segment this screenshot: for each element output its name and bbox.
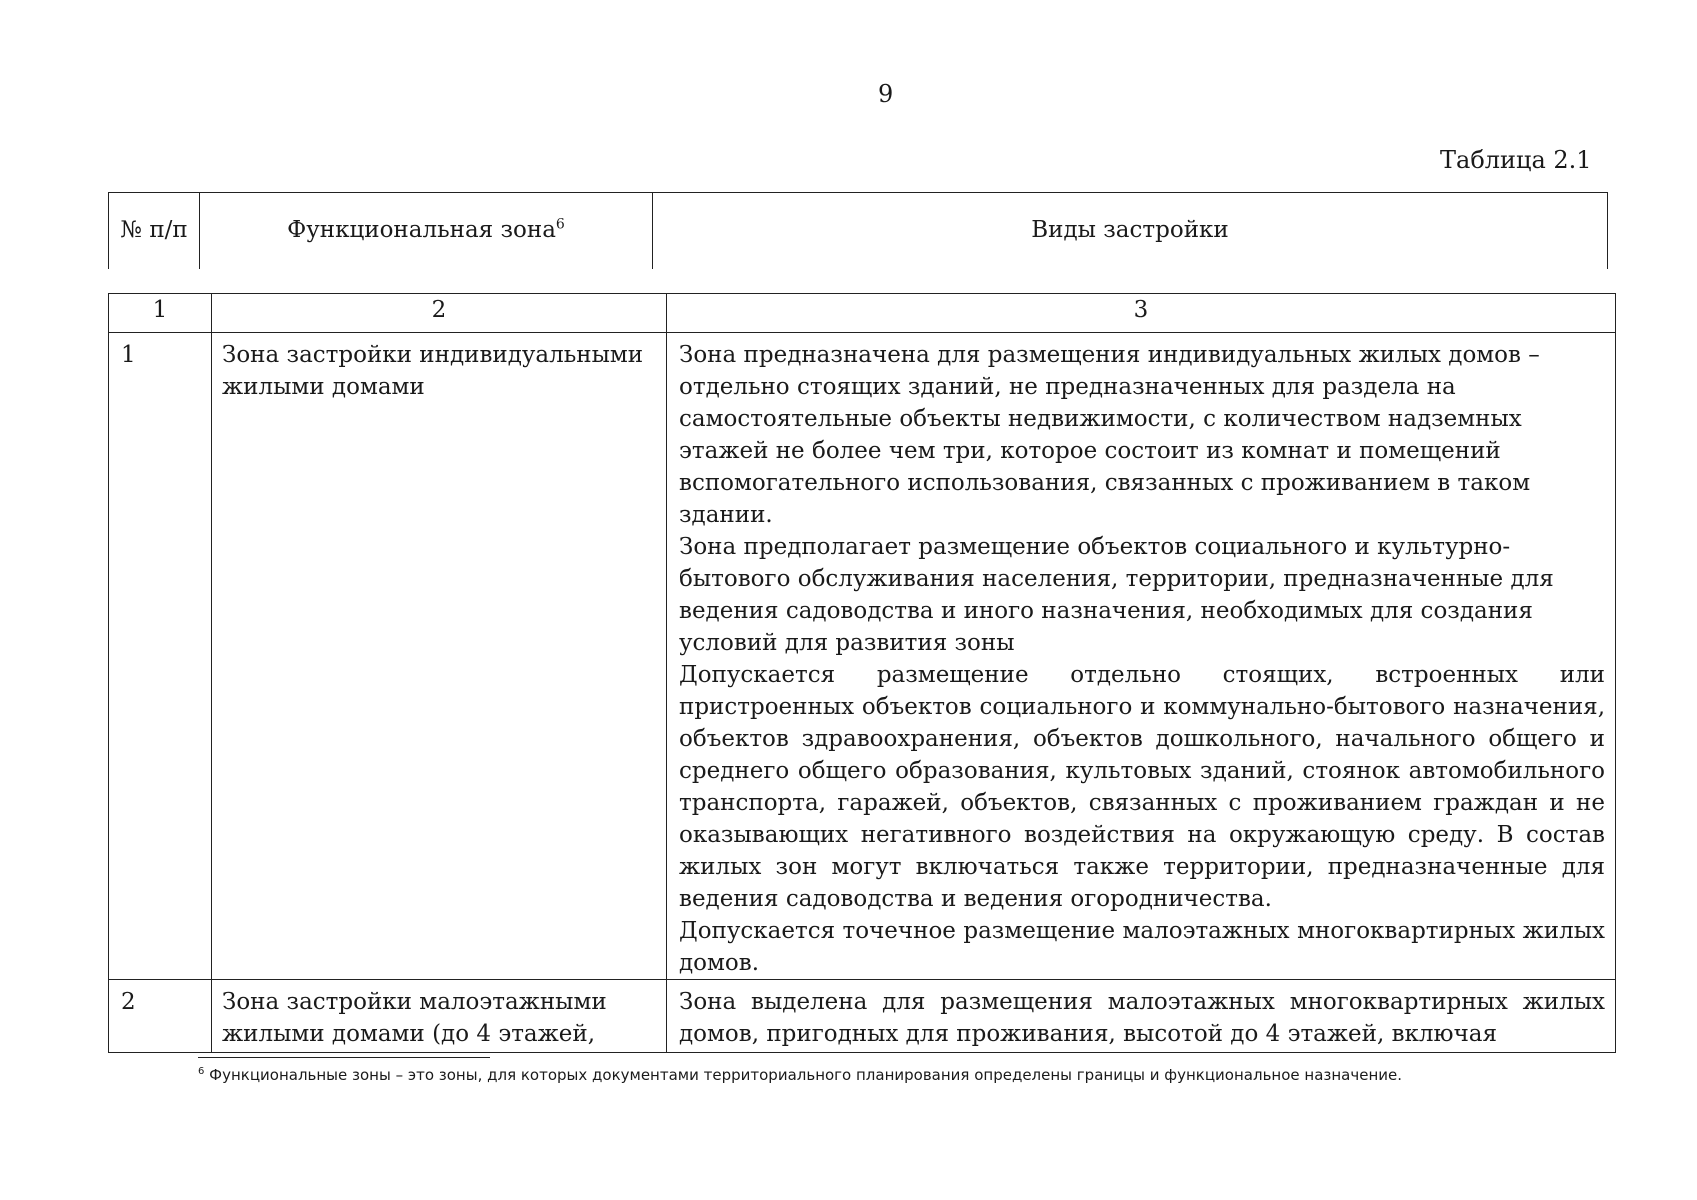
header-col-number: № п/п (109, 193, 200, 270)
zones-table (108, 293, 1616, 1053)
description-paragraph: Допускается точечное размещение малоэтажных многоквартирных жилых домов. (679, 918, 1605, 976)
column-index: 2 (212, 294, 667, 333)
column-index: 1 (109, 294, 212, 333)
zone-name (212, 980, 667, 1053)
footnote-divider (198, 1057, 490, 1058)
row-number (109, 980, 212, 1053)
header-col-zone (200, 193, 653, 270)
zone-description (667, 980, 1616, 1053)
zone-description-clip (679, 986, 1605, 1046)
description-paragraph: Зона предполагает размещение объектов социального и культурно-бытового обслуживания населения, территории, предназначенные для ведения садоводства и иного назначения, необходимых для создания условий для развития зоны (679, 534, 1554, 656)
column-index: 3 (667, 294, 1616, 333)
footnote-text: Функциональные зоны – это зоны, для которых документами территориального планирования определены границы и функциональное назначение. (209, 1066, 1403, 1084)
header-col-zone-label: Функциональная зона (287, 217, 556, 244)
footnote-reference[interactable]: 6 (555, 216, 565, 233)
row-number-text: 2 (121, 989, 136, 1015)
table-row (109, 980, 1616, 1053)
description-paragraph: Зона предназначена для размещения индивидуальных жилых домов – отдельно стоящих зданий, не предназначенных для раздела на самостоятельные объекты недвижимости, с количеством надземных этажей не более чем три, которое состоит из комнат и помещений вспомогательного использования, связанных с проживанием в таком здании. (679, 342, 1540, 528)
zone-description (667, 333, 1616, 980)
header-col-types: Виды застройки (653, 193, 1608, 270)
table-caption: Таблица 2.1 (1440, 146, 1592, 174)
table-header (108, 192, 1608, 269)
footnote (198, 1066, 1518, 1084)
table-row (109, 333, 1616, 980)
footnote-mark: 6 (198, 1066, 205, 1077)
column-index-row (109, 294, 1616, 333)
description-paragraph: Допускается размещение отдельно стоящих, встроенных или пристроенных объектов социального и коммунально-бытового назначения, объектов здравоохранения, объектов дошкольного, начального общего и среднего общего образования, культовых зданий, стоянок автомобильного транспорта, гаражей, объектов, связанных с проживанием граждан и не оказывающих негативного воздействия на окружающую среду. В состав жилых зон могут включаться также территории, предназначенные для ведения садоводства и ведения огородничества. (679, 662, 1605, 912)
zone-name: Зона застройки индивидуальными жилыми домами (212, 333, 667, 980)
row-number: 1 (109, 333, 212, 980)
page-number: 9 (878, 80, 894, 108)
description-paragraph: Зона выделена для размещения малоэтажных многоквартирных жилых домов, пригодных для проживания, высотой до 4 этажей, включая (679, 989, 1605, 1046)
zone-name-text: Зона застройки малоэтажными жилыми домами (до 4 этажей, (222, 989, 607, 1046)
